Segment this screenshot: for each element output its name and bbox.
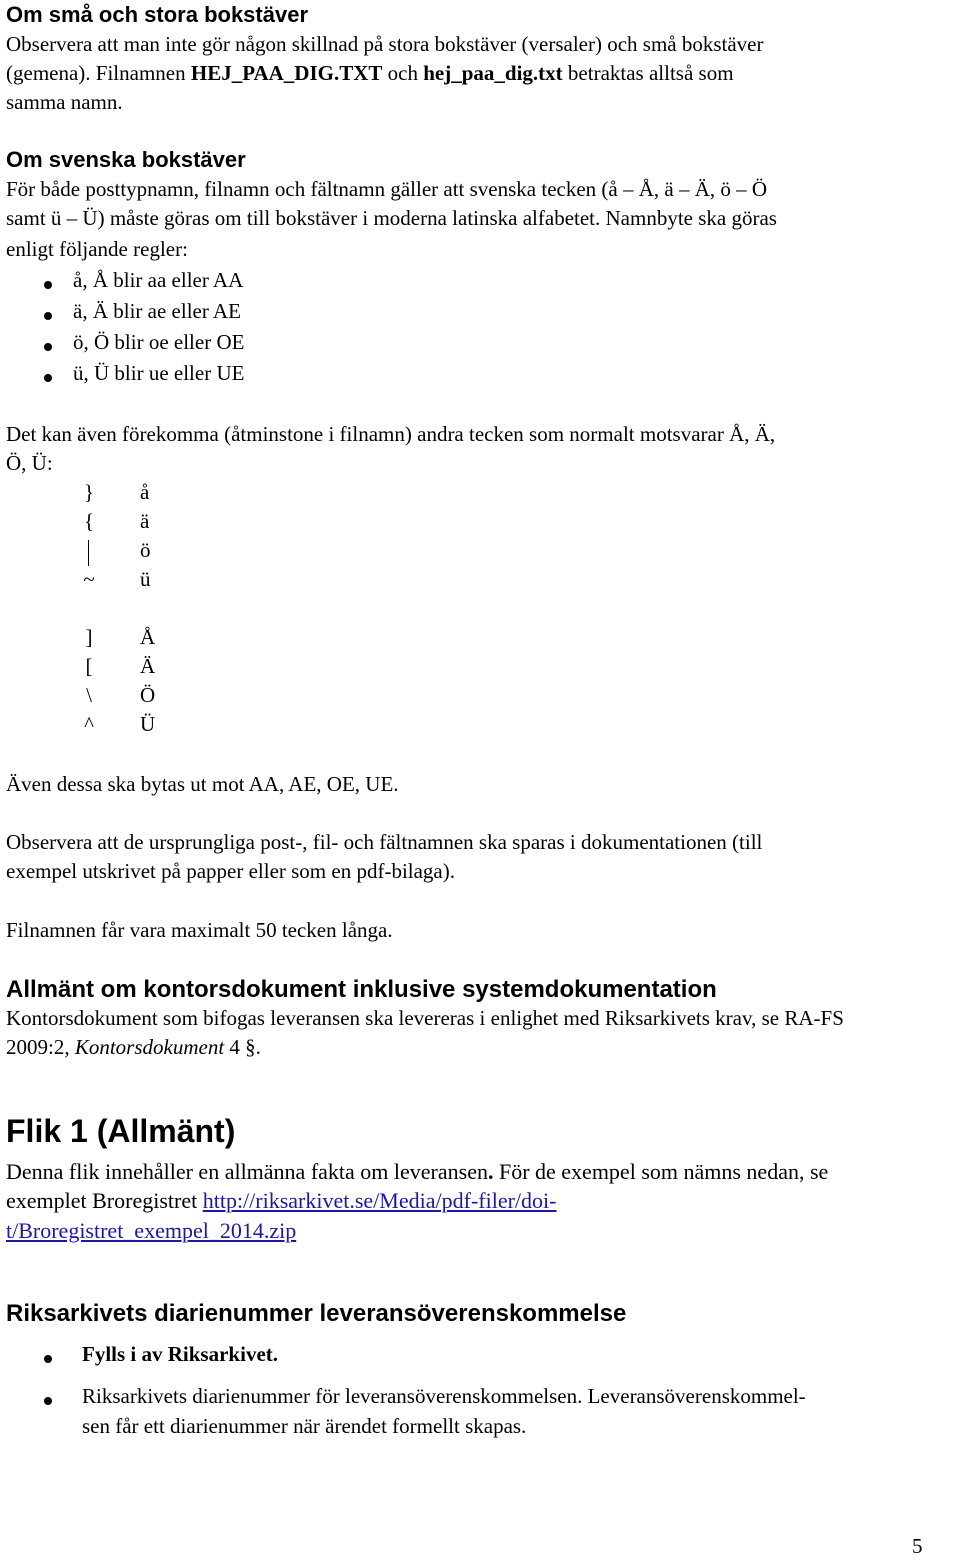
rule-item: ä, Ä blir ae eller AE (73, 299, 241, 323)
heading-diary-number: Riksarkivets diarienummer leveransöverenskommelse (6, 1300, 627, 1327)
mapping-symbol: \ (86, 683, 92, 707)
heading-case: Om små och stora bokstäver (6, 2, 309, 27)
paragraph-line: enligt följande regler: (6, 237, 188, 261)
heading-swedish-letters: Om svenska bokstäver (6, 147, 246, 172)
paragraph-line: exempel utskrivet på papper eller som en pdf-bilaga). (6, 859, 455, 883)
mapping-letter: Å (140, 625, 156, 649)
pipe-symbol (88, 540, 89, 566)
bullet-icon (44, 374, 52, 382)
bullet-item: Riksarkivets diarienummer för leveransöverenskommelsen. Leveransöverenskommel- (82, 1384, 806, 1408)
example-link-continued[interactable]: t/Broregistret_exempel_2014.zip (6, 1218, 297, 1243)
mapping-symbol: ~ (83, 567, 95, 591)
rule-item: ö, Ö blir oe eller OE (73, 330, 245, 354)
paragraph-line: Det kan även förekomma (åtminstone i filnamn) andra tecken som normalt motsvarar Å, Ä, (6, 422, 776, 446)
mapping-symbol: { (83, 509, 95, 533)
paragraph-line (6, 1218, 296, 1244)
paragraph-line: Observera att man inte gör någon skillnad på stora bokstäver (versaler) och små bokstäver (6, 32, 764, 56)
paragraph-line: Observera att de ursprungliga post-, fil- och fältnamnen ska sparas i dokumentationen (till (6, 830, 763, 854)
mapping-symbol: [ (85, 654, 93, 678)
paragraph-line: Denna flik innehåller en allmänna fakta om leveransen. För de exempel som nämns nedan, se (6, 1159, 829, 1184)
paragraph-line: För både posttypnamn, filnamn och fältnamn gäller att svenska tecken (å – Å, ä – Ä, ö – Ö (6, 177, 768, 201)
mapping-letter: Ü (140, 712, 156, 736)
bullet-icon (44, 1355, 52, 1363)
paragraph-line: samma namn. (6, 90, 123, 114)
heading-office-documents: Allmänt om kontorsdokument inklusive systemdokumentation (6, 976, 717, 1003)
paragraph-line: 2009:2, Kontorsdokument 4 §. (6, 1035, 261, 1059)
paragraph-line: Även dessa ska bytas ut mot AA, AE, OE, UE. (6, 772, 399, 796)
paragraph-line: (gemena). Filnamnen HEJ_PAA_DIG.TXT och hej_paa_dig.txt betraktas alltså som (6, 61, 734, 85)
paragraph-line: Ö, Ü: (6, 451, 53, 475)
mapping-letter: å (140, 480, 150, 504)
paragraph-line: Filnamnen får vara maximalt 50 tecken långa. (6, 918, 393, 942)
heading-tab1: Flik 1 (Allmänt) (6, 1113, 236, 1149)
bullet-icon (44, 343, 52, 351)
mapping-symbol: } (83, 480, 95, 504)
bullet-icon (44, 312, 52, 320)
mapping-letter: ä (140, 509, 150, 533)
rule-item: å, Å blir aa eller AA (73, 268, 244, 292)
paragraph-line: Kontorsdokument som bifogas leveransen ska levereras i enlighet med Riksarkivets krav, se RA-FS (6, 1006, 844, 1030)
mapping-symbol: ^ (84, 712, 94, 736)
bullet-icon (44, 281, 52, 289)
mapping-symbol: ] (85, 625, 93, 649)
mapping-letter: ö (140, 538, 151, 562)
paragraph-line: exemplet Broregistret http://riksarkivet.se/Media/pdf-filer/doi- (6, 1188, 557, 1213)
mapping-letter: Ä (140, 654, 156, 678)
bullet-item: Fylls i av Riksarkivet. (82, 1342, 279, 1366)
mapping-letter: Ö (140, 683, 156, 707)
paragraph-line: samt ü – Ü) måste göras om till bokstäver i moderna latinska alfabetet. Namnbyte ska göras (6, 206, 777, 230)
page-number: 5 (912, 1534, 923, 1558)
rule-item: ü, Ü blir ue eller UE (73, 361, 245, 385)
bullet-icon (44, 1397, 52, 1405)
mapping-letter: ü (140, 567, 151, 591)
example-link[interactable]: http://riksarkivet.se/Media/pdf-filer/doi- (202, 1188, 557, 1213)
bullet-item-continued: sen får ett diarienummer när ärendet formellt skapas. (82, 1414, 527, 1438)
